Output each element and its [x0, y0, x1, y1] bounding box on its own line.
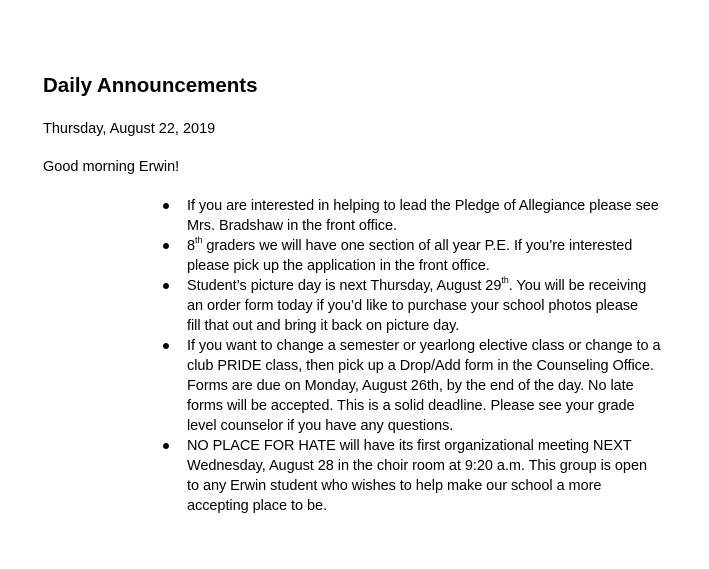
bullet-icon: [163, 443, 169, 449]
announcement-line: Forms are due on Monday, August 26th, by the end of the day. No late: [187, 378, 634, 394]
announcement-line: If you are interested in helping to lead the Pledge of Allegiance please see: [187, 198, 659, 214]
line-text: . You will be receiving: [508, 278, 647, 294]
ordinal-suffix: th: [195, 235, 203, 246]
announcement-pe-section: [0, 236, 709, 276]
ordinal-suffix: th: [501, 275, 509, 286]
announcement-line: forms will be accepted. This is a solid deadline. Please see your grade: [187, 398, 635, 414]
announcement-line: fill that out and bring it back on picture day.: [187, 318, 460, 334]
announcement-line: please pick up the application in the front office.: [187, 258, 490, 274]
line-text: Student’s picture day is next Thursday, August 29: [187, 278, 502, 294]
announcement-line: NO PLACE FOR HATE will have its first organizational meeting NEXT: [187, 438, 632, 454]
bullet-icon: [163, 343, 169, 349]
announcement-date: Thursday, August 22, 2019: [43, 121, 216, 137]
announcement-line: [187, 276, 709, 296]
announcement-line: level counselor if you have any questions.: [187, 418, 454, 434]
announcement-line: Wednesday, August 28 in the choir room at 9:20 a.m. This group is open: [187, 458, 647, 474]
page-title: Daily Announcements: [43, 74, 258, 97]
announcement-line: [187, 236, 709, 256]
bullet-icon: [163, 243, 169, 249]
announcement-line: to any Erwin student who wishes to help make our school a more: [187, 478, 602, 494]
line-text: 8: [187, 238, 196, 254]
announcement-line: an order form today if you’d like to purchase your school photos please: [187, 298, 639, 314]
announcement-no-place-for-hate: [0, 436, 709, 516]
announcement-line: club PRIDE class, then pick up a Drop/Add form in the Counseling Office.: [187, 358, 654, 374]
announcement-line: Mrs. Bradshaw in the front office.: [187, 218, 397, 234]
announcement-line: If you want to change a semester or yearlong elective class or change to a: [187, 338, 661, 354]
announcement-pledge: [0, 196, 709, 236]
greeting: Good morning Erwin!: [43, 159, 180, 175]
bullet-icon: [163, 203, 169, 209]
announcement-picture-day: [0, 276, 709, 336]
announcement-line: accepting place to be.: [187, 498, 327, 514]
line-text: graders we will have one section of all year P.E. If you’re interested: [202, 238, 633, 254]
bullet-icon: [163, 283, 169, 289]
announcement-drop-add: [0, 336, 709, 436]
announcement-list: [0, 196, 709, 516]
